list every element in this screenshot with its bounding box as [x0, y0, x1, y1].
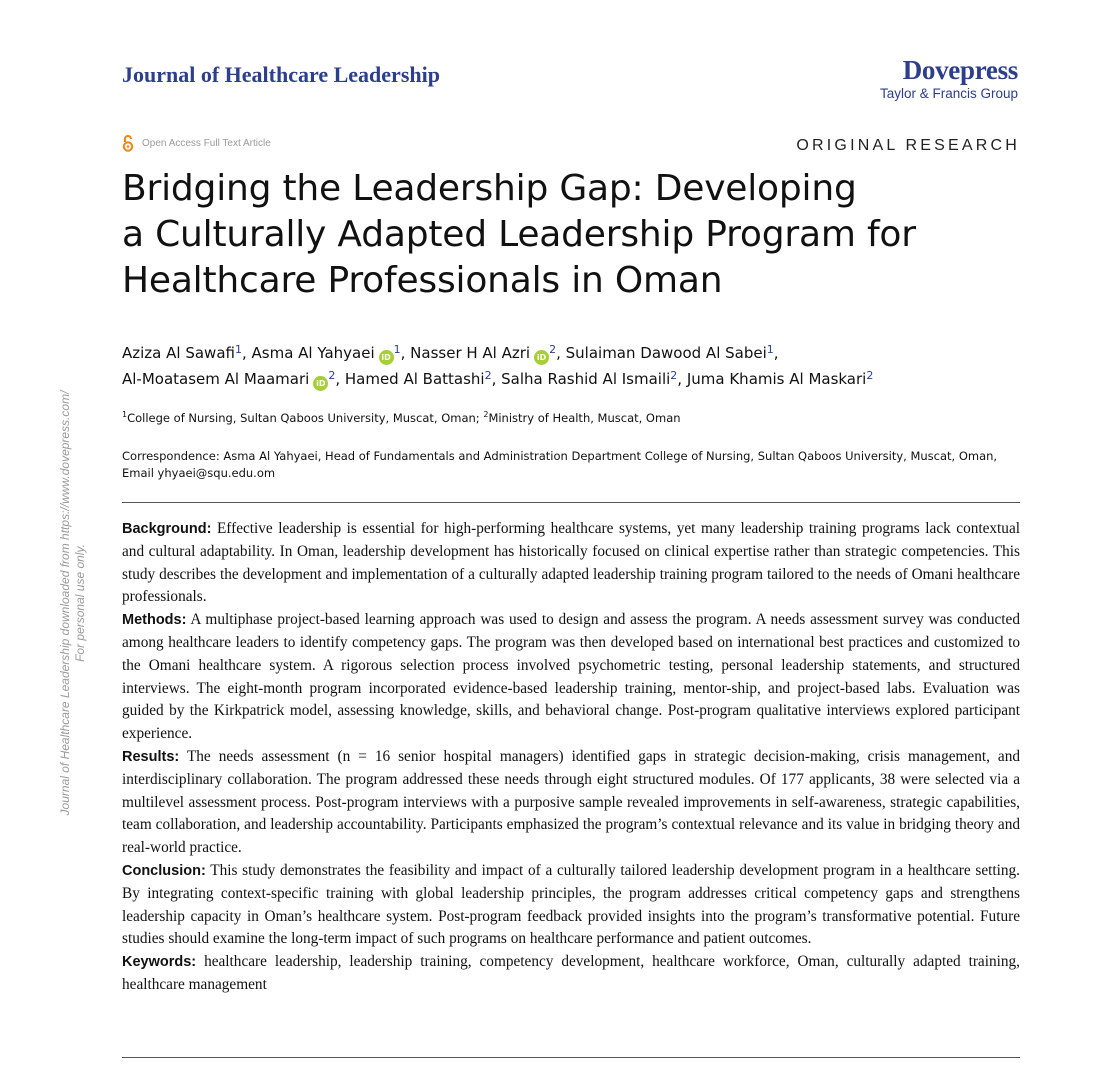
affiliation-ref[interactable]: 2 [328, 369, 336, 382]
author-list [122, 340, 1022, 392]
author-name: Salha Rashid Al Ismaili [501, 370, 671, 388]
author-separator: , [556, 344, 566, 362]
keywords-label: Keywords: [122, 954, 197, 971]
author-separator: , [335, 370, 345, 388]
abstract-results [122, 746, 1020, 860]
title-line: Healthcare Professionals in Oman [122, 260, 723, 301]
download-notice [18, 358, 108, 858]
journal-title[interactable]: Journal of Healthcare Leadership [122, 62, 440, 87]
author[interactable] [501, 370, 677, 388]
affiliation-ref[interactable]: 1 [234, 343, 242, 356]
orcid-icon[interactable]: iD [379, 350, 394, 365]
title-line: Bridging the Leadership Gap: Developing [122, 168, 857, 209]
abstract-methods [122, 609, 1020, 746]
background-label: Background: [122, 521, 212, 537]
affiliations [122, 410, 681, 425]
methods-label: Methods: [122, 612, 187, 629]
affiliation-number: 1 [122, 410, 128, 419]
author[interactable] [410, 344, 556, 362]
affiliation-ref[interactable]: 2 [670, 369, 678, 382]
author-name: Juma Khamis Al Maskari [686, 370, 867, 388]
author-separator: , [400, 344, 411, 362]
article-type: ORIGINAL RESEARCH [796, 137, 1020, 154]
top-divider [122, 502, 1020, 503]
download-notice-line[interactable]: Journal of Healthcare Leadership downloaded from https://www.dovepress.com/ [58, 390, 72, 816]
abstract-keywords [122, 951, 1020, 997]
download-notice-line: For personal use only. [73, 544, 87, 662]
author-separator: , [491, 370, 502, 388]
title-line: a Culturally Adapted Leadership Program for [122, 214, 916, 255]
orcid-icon[interactable]: iD [313, 376, 328, 391]
author[interactable] [122, 344, 242, 362]
author-separator: , [773, 344, 779, 362]
author-name: Sulaiman Dawood Al Sabei [565, 344, 767, 362]
author-name: Asma Al Yahyaei [251, 344, 375, 362]
open-access-text: Open Access Full Text Article [142, 137, 271, 149]
methods-text: A multiphase project-based learning approach was used to design and assess the program. A needs assessment survey was conducted among healthcare leaders to identify competency gaps. The program was then developed based on international best practices and customized to the Omani healthcare system. A rigorous selection process involved psychometric testing, personal leadership statements, and structured interviews. The eight-month program incorporated evidence-based leadership training, mentor-ship, and project-based labs. Evaluation was guided by the Kirkpatrick model, assessing knowledge, skills, and behavioral change. Post-program qualitative interviews explored participant experience. [122, 611, 1020, 743]
results-text: The needs assessment (n = 16 senior hospital managers) identified gaps in strategic decision-making, crisis management, and interdisciplinary collaboration. The program addressed these needs through eight structured modules. Of 177 applicants, 38 were selected via a multilevel assessment process. Post-program interviews with a purposive sample revealed improvements in self-awareness, strategic capabilities, team collaboration, and leadership accountability. Participants emphasized the program’s contextual relevance and its value in bridging theory and real-world practice. [122, 747, 1020, 857]
affiliation-ref[interactable]: 1 [766, 343, 774, 356]
affiliation-ref[interactable]: 1 [393, 343, 401, 356]
open-access-label [122, 134, 271, 152]
keywords-text: healthcare leadership, leadership training, competency development, healthcare workforce, Oman, culturally adapted training, healthcare management [122, 953, 1020, 993]
open-access-lock-icon [122, 134, 134, 152]
author-name: Al-Moatasem Al Maamari [122, 370, 310, 388]
publisher-group: Taylor & Francis Group [879, 86, 1018, 101]
affiliation-ref[interactable]: 2 [866, 369, 874, 382]
publisher-logo[interactable] [880, 56, 1018, 101]
affiliation-ref[interactable]: 2 [484, 369, 492, 382]
author-separator: , [241, 344, 252, 362]
abstract-background [122, 518, 1020, 609]
author[interactable] [122, 370, 335, 388]
abstract-conclusion [122, 860, 1020, 951]
author-name: Aziza Al Sawafi [122, 344, 235, 362]
author-separator: , [677, 370, 687, 388]
orcid-icon[interactable]: iD [534, 350, 549, 365]
conclusion-text: This study demonstrates the feasibility and impact of a culturally tailored leadership development program in a healthcare setting. By integrating context-specific training with global leadership principles, the program addresses critical competency gaps and strengthens leadership capacity in Oman’s healthcare system. Post-program feedback provided insights into the program’s transformative potential. Future studies should examine the long-term impact of such programs on healthcare performance and patient outcomes. [122, 861, 1020, 948]
author-name: Nasser H Al Azri [410, 344, 531, 362]
background-text: Effective leadership is essential for high-performing healthcare systems, yet many leadership training programs lack contextual and cultural adaptability. In Oman, leadership development has historically focused on clinical expertise rather than strategic competencies. This study describes the development and implementation of a culturally adapted leadership training program tailored to the needs of Omani healthcare professionals. [122, 520, 1020, 606]
author[interactable] [252, 344, 401, 362]
conclusion-label: Conclusion: [122, 862, 206, 879]
affiliation-number: 2 [483, 410, 489, 419]
affiliation-ref[interactable]: 2 [549, 343, 557, 356]
article-title [122, 166, 1002, 304]
bottom-divider [122, 1057, 1020, 1058]
correspondence: Correspondence: Asma Al Yahyaei, Head of Fundamentals and Administration Department College of Nursing, Sultan Qaboos University, Muscat, Oman, Email yhyaei@squ.edu.om [122, 449, 998, 480]
author[interactable] [687, 370, 874, 388]
results-label: Results: [122, 748, 180, 765]
author[interactable] [566, 344, 774, 362]
affiliation-text: Ministry of Health, Muscat, Oman [488, 410, 681, 425]
affiliation-text: College of Nursing, Sultan Qaboos University, Muscat, Oman; [127, 410, 484, 425]
publisher-name: Dovepress [902, 55, 1018, 85]
abstract [122, 518, 1020, 997]
author[interactable] [345, 370, 492, 388]
author-name: Hamed Al Battashi [344, 370, 485, 388]
